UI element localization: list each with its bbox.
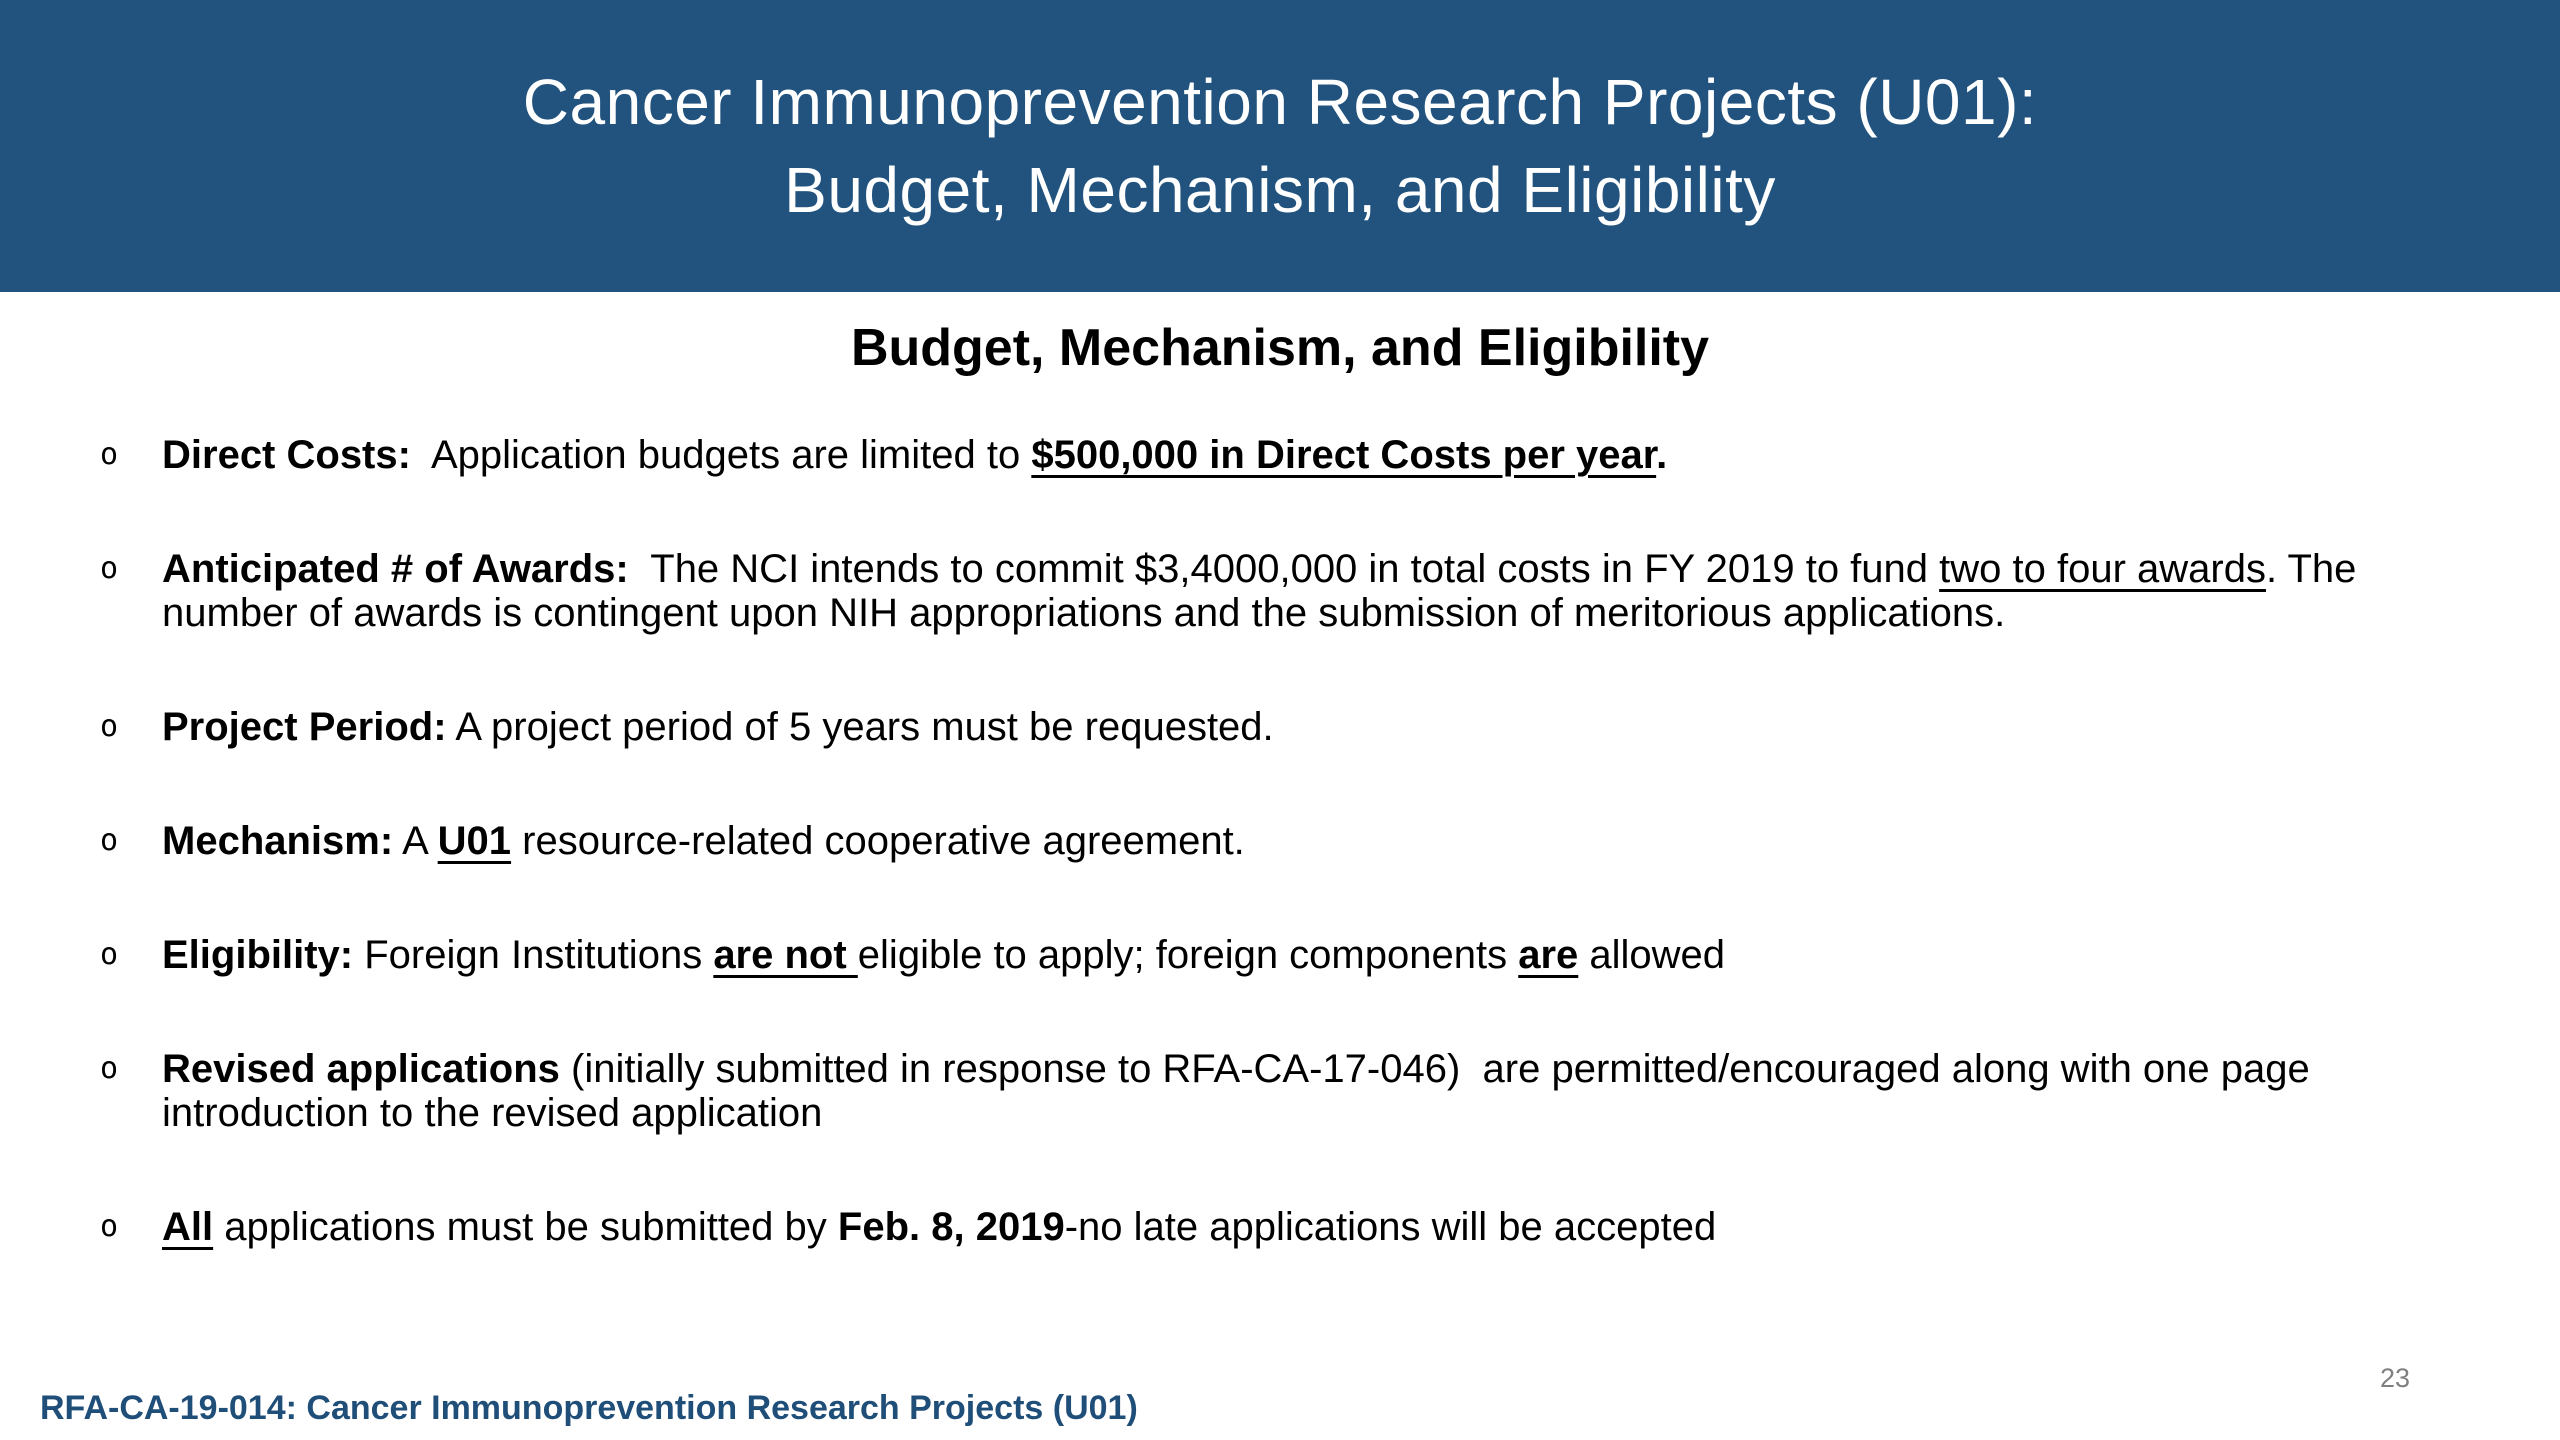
page-number: 23 xyxy=(2379,1363,2410,1393)
bullet-text-segment: Feb. 8, 2019 xyxy=(837,1205,1065,1249)
bullet-text xyxy=(162,1205,2490,1249)
bullet-text-segment: -no late applications will be accepted xyxy=(1064,1205,1717,1249)
bullet-item xyxy=(100,547,2490,635)
bullet-text-segment: allowed xyxy=(1578,933,1726,977)
bullet-item xyxy=(100,433,2490,477)
bullet-text-segment: Mechanism: xyxy=(162,819,394,863)
bullet-text-segment: Direct Costs: xyxy=(162,433,411,477)
bullet-marker: o xyxy=(100,937,119,972)
bullet-text xyxy=(162,705,2490,749)
bullet-item xyxy=(100,1047,2490,1135)
bullet-text-segment: Application budgets are limited to xyxy=(410,433,1032,477)
bullet-text-segment: A xyxy=(393,819,438,863)
bullet-text-segment: U01 xyxy=(437,819,512,863)
bullet-text-segment: two to four awards xyxy=(1939,547,2266,591)
footer-reference: RFA-CA-19-014: Cancer Immunoprevention Research Projects (U01) xyxy=(40,1389,1138,1427)
bullet-text-segment: are not xyxy=(713,933,858,977)
bullet-item xyxy=(100,819,2490,863)
slide-body xyxy=(0,320,2560,1249)
bullet-marker: o xyxy=(100,437,119,472)
bullet-text xyxy=(162,433,2490,477)
bullet-marker: o xyxy=(100,709,119,744)
section-heading: Budget, Mechanism, and Eligibility xyxy=(850,319,1710,377)
bullet-text-segment: applications must be submitted by xyxy=(213,1205,838,1249)
bullet-text-segment: The NCI intends to commit $3,4000,000 in total costs in FY 2019 to fund xyxy=(628,547,1940,591)
bullet-text-segment: All xyxy=(162,1205,214,1249)
bullet-text-segment: Revised applications xyxy=(162,1047,560,1091)
bullet-text-segment: (initially submitted in response to RFA-CA-17-046) are permitted/encouraged along with one page introduction to the revised application xyxy=(162,1047,2321,1135)
slide-title-line-2: Budget, Mechanism, and Eligibility xyxy=(784,154,1776,226)
bullet-text-segment: Project Period: xyxy=(162,705,447,749)
bullet-text xyxy=(162,1047,2490,1135)
slide-header-banner xyxy=(0,0,2560,292)
slide-title-line-1: Cancer Immunoprevention Research Projects (U01): xyxy=(522,65,2038,138)
bullet-marker: o xyxy=(100,823,119,858)
bullet-text-segment: Anticipated # of Awards: xyxy=(162,547,629,591)
bullet-text xyxy=(162,933,2490,977)
bullet-text-segment: Eligibility: xyxy=(162,933,354,977)
bullet-text-segment: Foreign Institutions xyxy=(353,933,714,977)
bullet-list xyxy=(0,433,2560,1249)
bullet-text-segment: $500,000 in Direct Costs per year xyxy=(1031,433,1657,477)
bullet-marker: o xyxy=(100,1051,119,1086)
bullet-text-segment: are xyxy=(1518,933,1579,977)
bullet-text-segment: A project period of 5 years must be requested. xyxy=(446,705,1274,749)
bullet-marker: o xyxy=(100,1209,119,1244)
bullet-marker: o xyxy=(100,551,119,586)
bullet-item xyxy=(100,705,2490,749)
bullet-item xyxy=(100,1205,2490,1249)
bullet-text-segment: resource-related cooperative agreement. xyxy=(511,819,1245,863)
bullet-text xyxy=(162,819,2490,863)
bullet-text xyxy=(162,547,2490,635)
bullet-text-segment: . xyxy=(1656,433,1668,477)
bullet-item xyxy=(100,933,2490,977)
bullet-text-segment: . The number of awards is contingent upon NIH appropriations and the submission of meritorious applications. xyxy=(162,547,2368,635)
bullet-text-segment: eligible to apply; foreign components xyxy=(857,933,1519,977)
